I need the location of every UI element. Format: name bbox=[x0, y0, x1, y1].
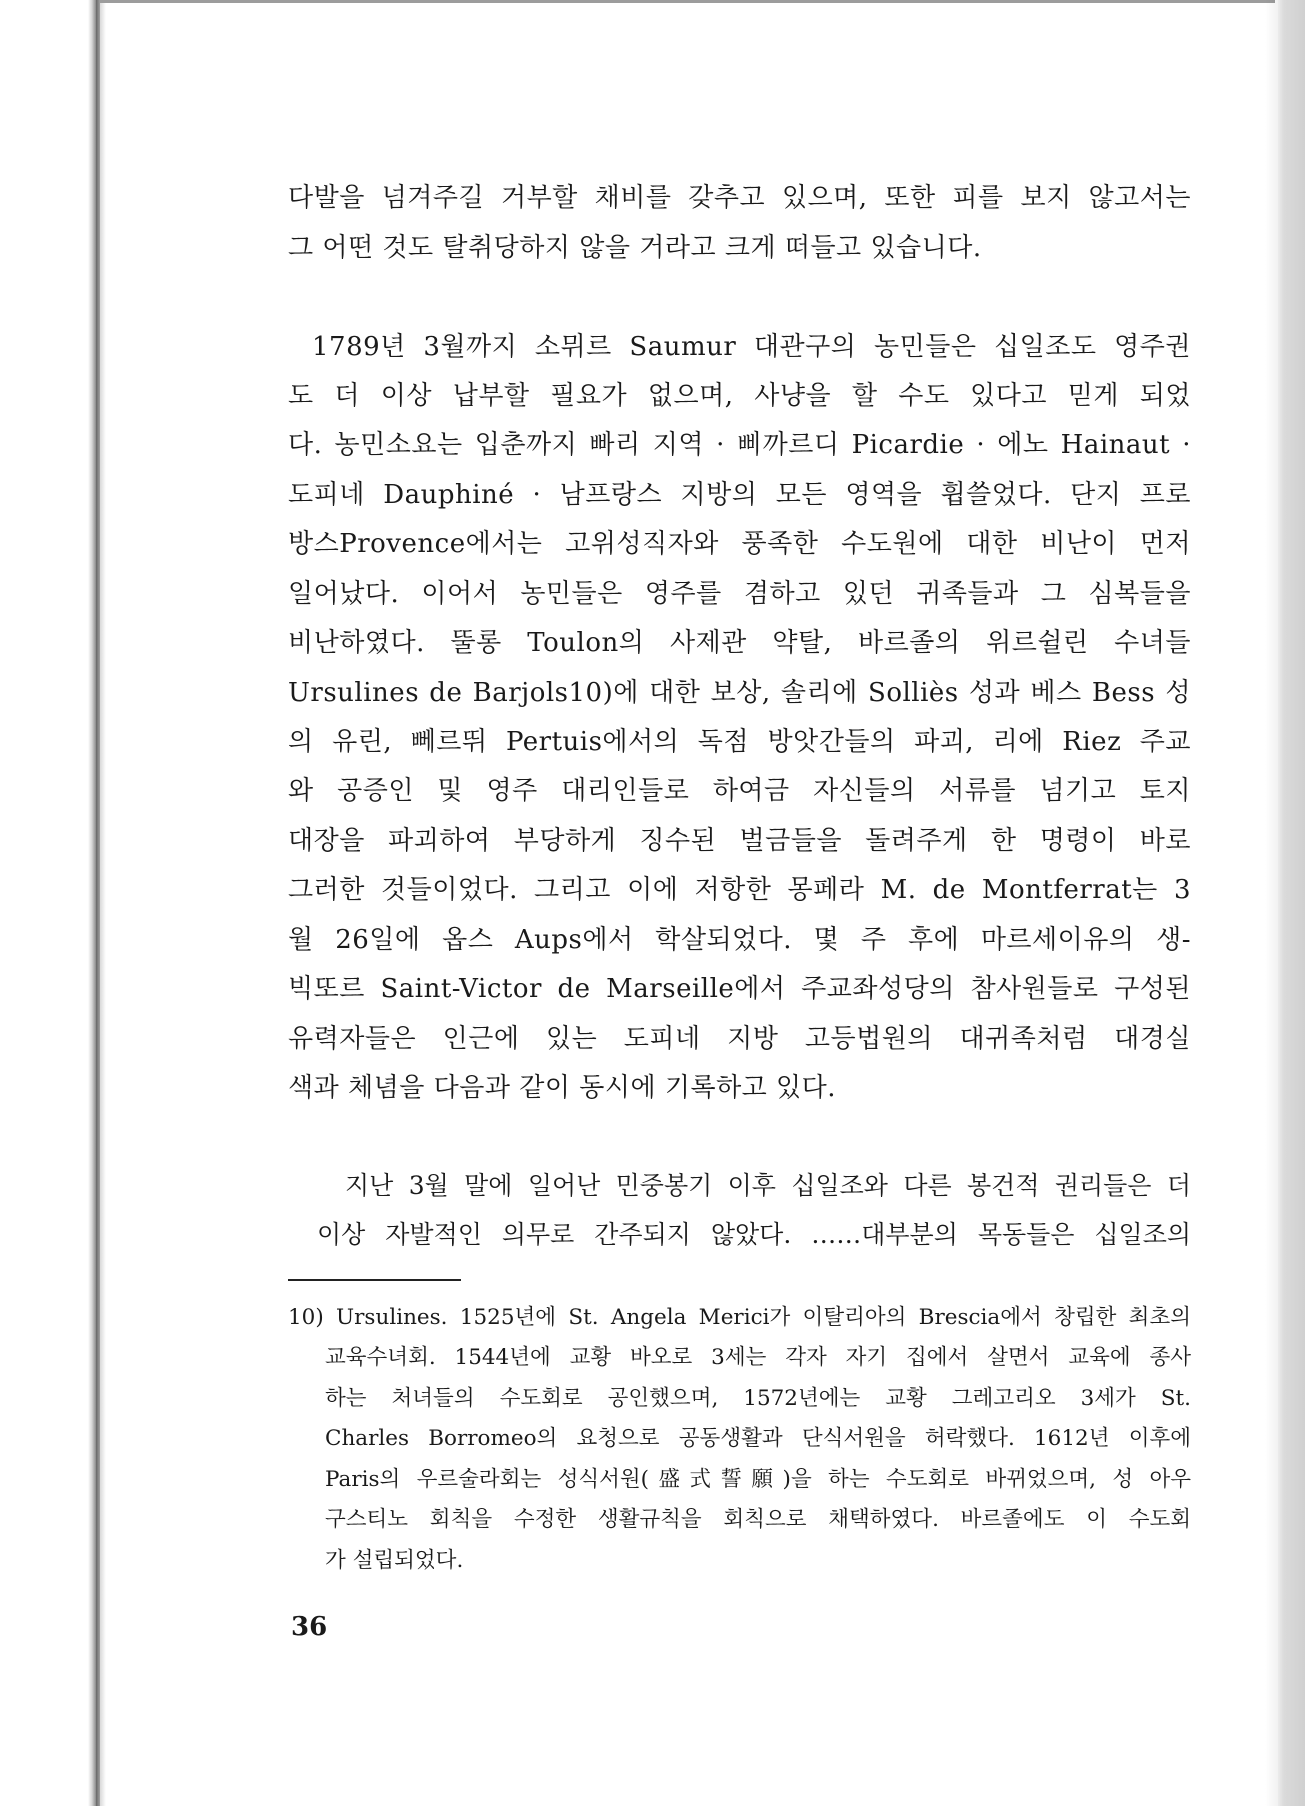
page-spine-shadow bbox=[96, 0, 106, 1806]
page-right-edge bbox=[1278, 0, 1305, 1806]
main-paragraph-line: 일어났다. 이어서 농민들은 영주를 겸하고 있던 귀족들과 그 심복들을 bbox=[288, 579, 1191, 609]
main-paragraph-line: 비난하였다. 뚤롱 Toulon의 사제관 약탈, 바르졸의 위르쉴린 수녀들 bbox=[288, 628, 1191, 658]
footnote-divider bbox=[288, 1279, 461, 1281]
main-paragraph-line: Ursulines de Barjols10)에 대한 보상, 솔리에 Solliès 성과 베스 Bess 성 bbox=[288, 678, 1191, 708]
main-paragraph-line: 대장을 파괴하여 부당하게 징수된 벌금들을 돌려주게 한 명령이 바로 bbox=[288, 826, 1191, 856]
main-paragraph-line: 유력자들은 인근에 있는 도피네 지방 고등법원의 대귀족처럼 대경실 bbox=[288, 1024, 1191, 1054]
page-right-shadow bbox=[1265, 0, 1279, 1806]
main-paragraph-line: 그러한 것들이었다. 그리고 이에 저항한 몽페라 M. de Montferrat는 3 bbox=[288, 875, 1191, 905]
main-paragraph-line: 1789년 3월까지 소뮈르 Saumur 대관구의 농민들은 십일조도 영주권 bbox=[312, 332, 1191, 362]
main-paragraph-line: 월 26일에 옵스 Aups에서 학살되었다. 몇 주 후에 마르세이유의 생- bbox=[288, 925, 1191, 955]
main-paragraph-line: 다. 농민소요는 입춘까지 빠리 지역 · 삐까르디 Picardie · 에노 Hainaut · bbox=[288, 430, 1191, 460]
page-top-border bbox=[100, 0, 1275, 3]
page-number: 36 bbox=[291, 1612, 328, 1642]
footnote-line: 10) Ursulines. 1525년에 St. Angela Merici가 이탈리아의 Brescia에서 창립한 최초의 bbox=[288, 1305, 1191, 1330]
main-paragraph-line: 의 유린, 뻬르뛰 Pertuis에서의 독점 방앗간들의 파괴, 리에 Riez 주교 bbox=[288, 727, 1191, 757]
main-paragraph-line: 빅또르 Saint-Victor de Marseille에서 주교좌성당의 참사원들로 구성된 bbox=[288, 974, 1191, 1004]
footnote-line: 교육수녀회. 1544년에 교황 바오로 3세는 각자 자기 집에서 살면서 교육에 종사 bbox=[325, 1345, 1191, 1370]
main-paragraph-line: 도피네 Dauphiné · 남프랑스 지방의 모든 영역을 휩쓸었다. 단지 프로 bbox=[288, 480, 1191, 510]
main-paragraph-line: 와 공증인 및 영주 대리인들로 하여금 자신들의 서류를 넘기고 토지 bbox=[288, 776, 1191, 806]
intro-line: 그 어떤 것도 탈취당하지 않을 거라고 크게 떠들고 있습니다. bbox=[288, 233, 982, 263]
intro-line: 다발을 넘겨주길 거부할 채비를 갖추고 있으며, 또한 피를 보지 않고서는 bbox=[288, 183, 1191, 213]
main-paragraph-line: 도 더 이상 납부할 필요가 없으며, 사냥을 할 수도 있다고 믿게 되었 bbox=[288, 381, 1191, 411]
footnote-line: 하는 처녀들의 수도회로 공인했으며, 1572년에는 교황 그레고리오 3세가 St. bbox=[325, 1386, 1191, 1411]
main-paragraph-line: 색과 체념을 다음과 같이 동시에 기록하고 있다. bbox=[288, 1073, 837, 1103]
footnote-line: Paris의 우르술라회는 성식서원(盛式誓願)을 하는 수도회로 바뀌었으며, 성 아우 bbox=[325, 1467, 1191, 1492]
main-paragraph-line: 방스Provence에서는 고위성직자와 풍족한 수도원에 대한 비난이 먼저 bbox=[288, 529, 1191, 559]
footnote-line: Charles Borromeo의 요청으로 공동생활과 단식서원을 허락했다. 1612년 이후에 bbox=[325, 1426, 1191, 1451]
footnote-line: 구스티노 회칙을 수정한 생활규칙을 회칙으로 채택하였다. 바르졸에도 이 수도회 bbox=[325, 1507, 1191, 1532]
block-quote-line: 지난 3월 말에 일어난 민중봉기 이후 십일조와 다른 봉건적 권리들은 더 bbox=[345, 1171, 1191, 1200]
block-quote-line: 이상 자발적인 의무로 간주되지 않았다. ……대부분의 목동들은 십일조의 bbox=[317, 1220, 1191, 1249]
page-left-edge bbox=[0, 0, 100, 1806]
footnote-line: 가 설립되었다. bbox=[325, 1548, 464, 1573]
